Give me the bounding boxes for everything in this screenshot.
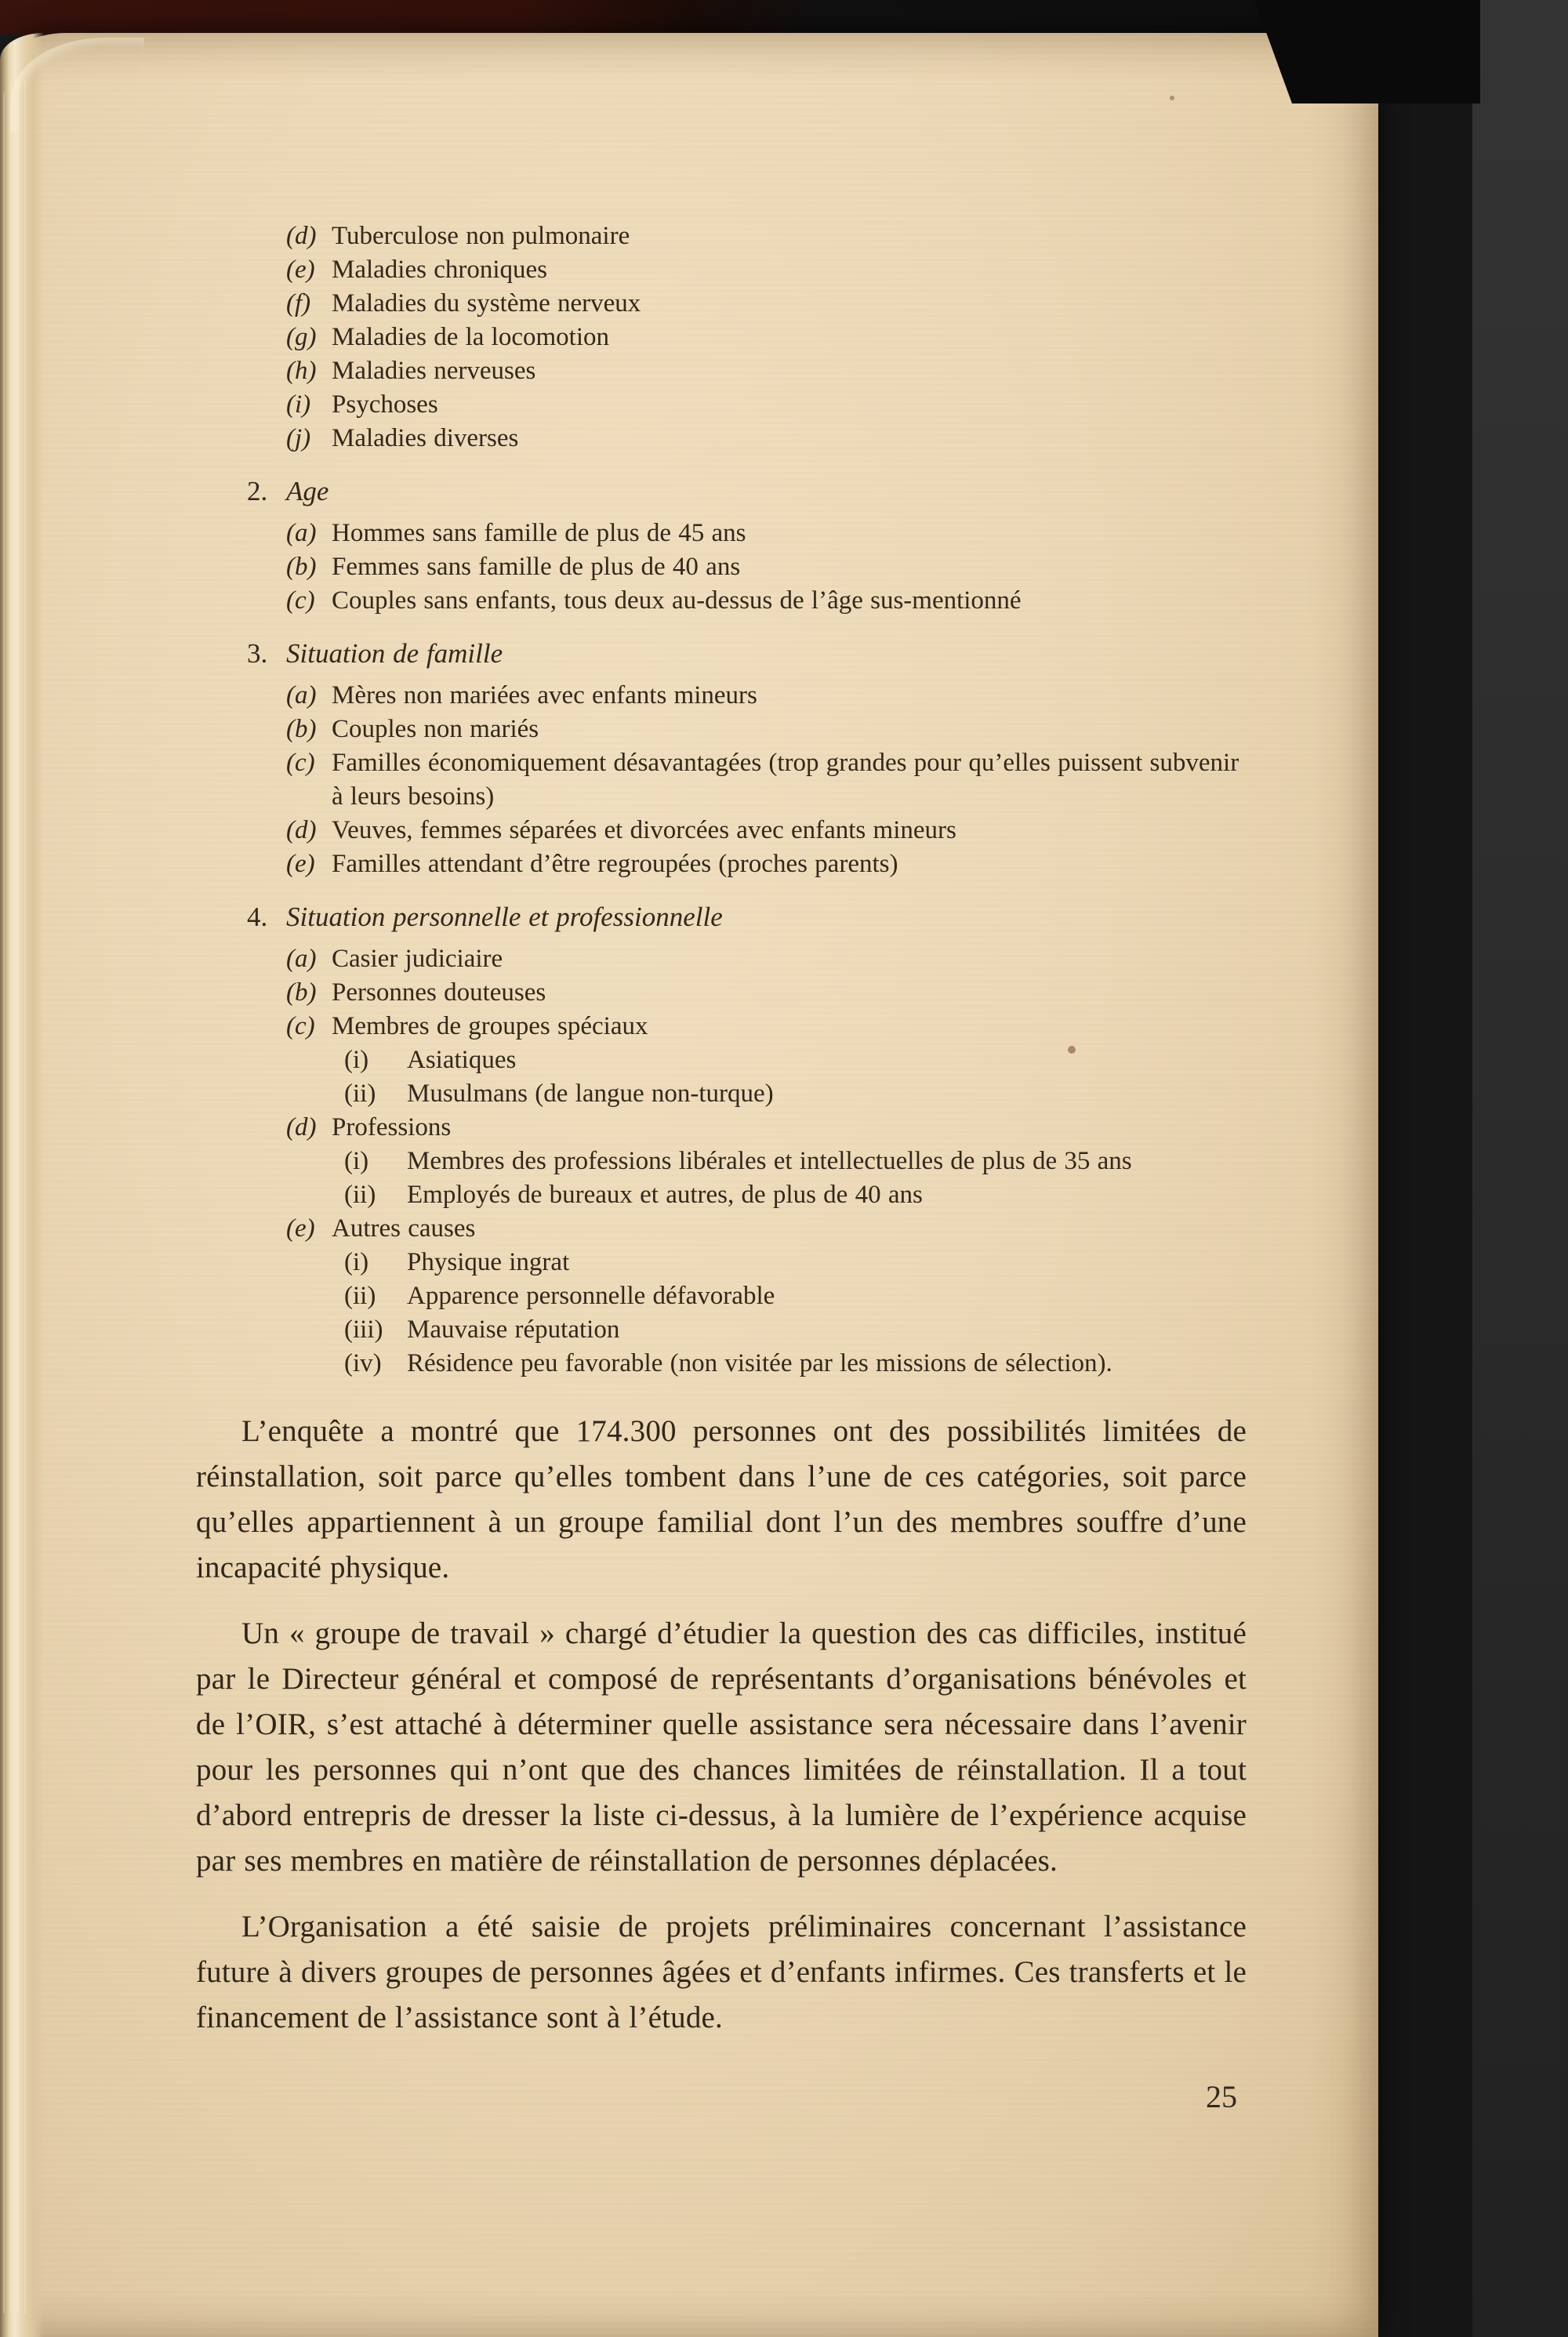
subitem-marker: (iii): [344, 1315, 383, 1344]
item-text: Familles attendant d’être regroupées (proches parents): [332, 850, 898, 878]
list-item: [196, 354, 1247, 388]
paragraphs: [196, 1409, 1247, 2041]
list-item: [196, 713, 1247, 746]
item-text: Veuves, femmes séparées et divorcées avec enfants mineurs: [332, 816, 956, 844]
list-item: [196, 679, 1247, 713]
item-marker: (d): [286, 222, 317, 250]
section-heading: [196, 637, 1247, 671]
section-title: Age: [286, 476, 329, 506]
list-item: [196, 746, 1247, 814]
list-item: [196, 1010, 1247, 1043]
list-item: [196, 847, 1247, 881]
section-title: Situation personnelle et professionnelle: [286, 902, 723, 932]
section-heading: [196, 474, 1247, 509]
item-text: Maladies diverses: [332, 424, 519, 452]
item-marker: (i): [286, 390, 311, 419]
list-section: [196, 220, 1247, 455]
item-text: Autres causes: [332, 1214, 476, 1243]
subitem-text: Physique ingrat: [407, 1248, 570, 1276]
item-marker: (c): [286, 1012, 315, 1040]
subitem-marker: (iv): [344, 1349, 382, 1377]
item-text: Membres de groupes spéciaux: [332, 1012, 648, 1040]
item-text: Psychoses: [332, 390, 438, 419]
subitem-marker: (i): [344, 1248, 369, 1276]
item-text: Personnes douteuses: [332, 978, 546, 1007]
item-marker: (d): [286, 1113, 317, 1141]
list-item: [196, 1111, 1247, 1145]
sublist-item: [196, 1313, 1247, 1347]
item-marker: (b): [286, 715, 317, 743]
list-item: [196, 584, 1247, 618]
list-section: [196, 900, 1247, 1381]
list-item: [196, 814, 1247, 847]
item-marker: (g): [286, 323, 317, 351]
sublist-item: [196, 1043, 1247, 1077]
page-number: 25: [1206, 2079, 1237, 2114]
item-text: Femmes sans famille de plus de 40 ans: [332, 553, 741, 581]
item-text: Casier judiciaire: [332, 945, 503, 973]
item-text: Maladies du système nerveux: [332, 289, 641, 318]
sublist-item: [196, 1145, 1247, 1178]
sublist-item: [196, 1077, 1247, 1111]
list-item: [196, 517, 1247, 550]
item-marker: (e): [286, 1214, 315, 1243]
item-marker: (e): [286, 256, 315, 284]
subitem-text: Mauvaise réputation: [407, 1315, 620, 1344]
subitem-marker: (ii): [344, 1181, 376, 1209]
list-item: [196, 942, 1247, 976]
ink-speck: [1170, 96, 1174, 100]
item-text: Maladies nerveuses: [332, 357, 536, 385]
subitem-text: Apparence personnelle défavorable: [407, 1282, 775, 1310]
item-marker: (b): [286, 978, 317, 1007]
subitem-marker: (i): [344, 1147, 369, 1175]
item-marker: (h): [286, 357, 317, 385]
list-item: [196, 321, 1247, 354]
item-text: Familles économiquement désavantagées (trop grandes pour qu’elles puissent subvenir à leurs besoins): [332, 749, 1240, 811]
item-marker: (c): [286, 586, 315, 615]
item-marker: (c): [286, 749, 315, 777]
item-text: Couples sans enfants, tous deux au-dessus de l’âge sus-mentionné: [332, 586, 1022, 615]
section-number: 4.: [247, 902, 268, 932]
subitem-text: Musulmans (de langue non-turque): [407, 1080, 774, 1108]
list-item: [196, 253, 1247, 287]
item-marker: (a): [286, 519, 317, 547]
list-item: [196, 976, 1247, 1010]
item-marker: (f): [286, 289, 311, 318]
sections: [196, 220, 1247, 1381]
stacked-page-edges: [3, 80, 30, 2313]
item-text: Mères non mariées avec enfants mineurs: [332, 681, 757, 709]
sublist-item: [196, 1279, 1247, 1313]
item-marker: (b): [286, 553, 317, 581]
page-content: [196, 220, 1247, 2115]
item-marker: (d): [286, 816, 317, 844]
item-text: Maladies chroniques: [332, 256, 548, 284]
list-item: [196, 287, 1247, 321]
sublist-item: [196, 1178, 1247, 1212]
item-marker: (e): [286, 850, 315, 878]
background-right-column: [1472, 0, 1568, 2337]
list-item: [196, 388, 1247, 422]
section-title: Situation de famille: [286, 638, 503, 669]
book-top-edge: [0, 0, 1380, 34]
item-text: Couples non mariés: [332, 715, 539, 743]
item-text: Maladies de la locomotion: [332, 323, 609, 351]
list-item: [196, 422, 1247, 455]
body-paragraph: L’enquête a montré que 174.300 personnes ont des possibilités limitées de réinstallation, soit parce qu’elles tombent dans l’une de ces catégories, soit parce qu’elles appartiennent à un groupe familial dont l’un des membres souffre d’une incapacité physique.: [196, 1414, 1247, 1584]
list-section: [196, 474, 1247, 618]
item-marker: (a): [286, 945, 317, 973]
subitem-marker: (i): [344, 1046, 369, 1074]
list-section: [196, 637, 1247, 881]
subitem-text: Employés de bureaux et autres, de plus de 40 ans: [407, 1181, 923, 1209]
subitem-marker: (ii): [344, 1080, 376, 1108]
item-text: Tuberculose non pulmonaire: [332, 222, 630, 250]
subitem-text: Asiatiques: [407, 1046, 517, 1074]
section-heading: [196, 900, 1247, 934]
body-paragraph: Un « groupe de travail » chargé d’étudier la question des cas difficiles, institué par le Directeur général et composé de représentants d’organisations bénévoles et de l’OIR, s’est attaché à déterminer quelle assistance sera nécessaire dans l’avenir pour les personnes qui n’ont que des chances limitées de réinstallation. Il a tout d’abord entrepris de dresser la liste ci-dessus, à la lumière de l’expérience acquise par ses membres en matière de réinstallation de personnes déplacées.: [196, 1617, 1247, 1878]
item-marker: (j): [286, 424, 311, 452]
subitem-text: Résidence peu favorable (non visitée par les missions de sélection).: [407, 1349, 1112, 1377]
list-item: [196, 1212, 1247, 1246]
item-text: Professions: [332, 1113, 452, 1141]
sublist-item: [196, 1347, 1247, 1381]
subitem-text: Membres des professions libérales et intellectuelles de plus de 35 ans: [407, 1147, 1132, 1175]
section-number: 2.: [247, 476, 268, 506]
list-item: [196, 220, 1247, 253]
section-number: 3.: [247, 638, 268, 669]
list-item: [196, 550, 1247, 584]
item-text: Hommes sans famille de plus de 45 ans: [332, 519, 746, 547]
page-paper: [0, 33, 1378, 2337]
subitem-marker: (ii): [344, 1282, 376, 1310]
body-paragraph: L’Organisation a été saisie de projets préliminaires concernant l’assistance future à divers groupes de personnes âgées et d’enfants infirmes. Ces transferts et le financement de l’assistance sont à l’étude.: [196, 1910, 1247, 2034]
item-marker: (a): [286, 681, 317, 709]
sublist-item: [196, 1246, 1247, 1279]
